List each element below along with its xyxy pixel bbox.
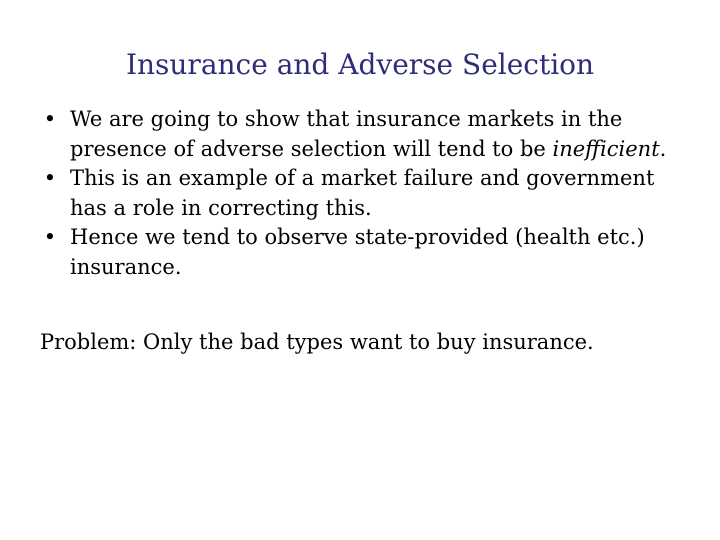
- bullet-emphasis: inefficient: [552, 136, 660, 161]
- bullet-text-3: Hence we tend to observe state-provided (health etc.) insurance.: [70, 225, 645, 279]
- bullet-item-3: [40, 223, 680, 282]
- problem-statement: Problem: Only the bad types want to buy insurance.: [40, 330, 594, 354]
- bullet-icon: •: [43, 225, 57, 249]
- bullet-item-2: [40, 164, 680, 223]
- bullet-text-1: We are going to show that insurance markets in the presence of adverse selection will tend to be: [70, 107, 623, 161]
- bullet-icon: •: [43, 166, 57, 190]
- bullet-text-2: This is an example of a market failure and government has a role in correcting this.: [70, 166, 655, 220]
- slide-title: Insurance and Adverse Selection: [125, 48, 595, 81]
- bullet-tail-1: .: [659, 136, 667, 161]
- bullet-icon: •: [43, 107, 57, 131]
- bullet-item-1: [40, 105, 680, 164]
- bullet-list: [40, 105, 680, 282]
